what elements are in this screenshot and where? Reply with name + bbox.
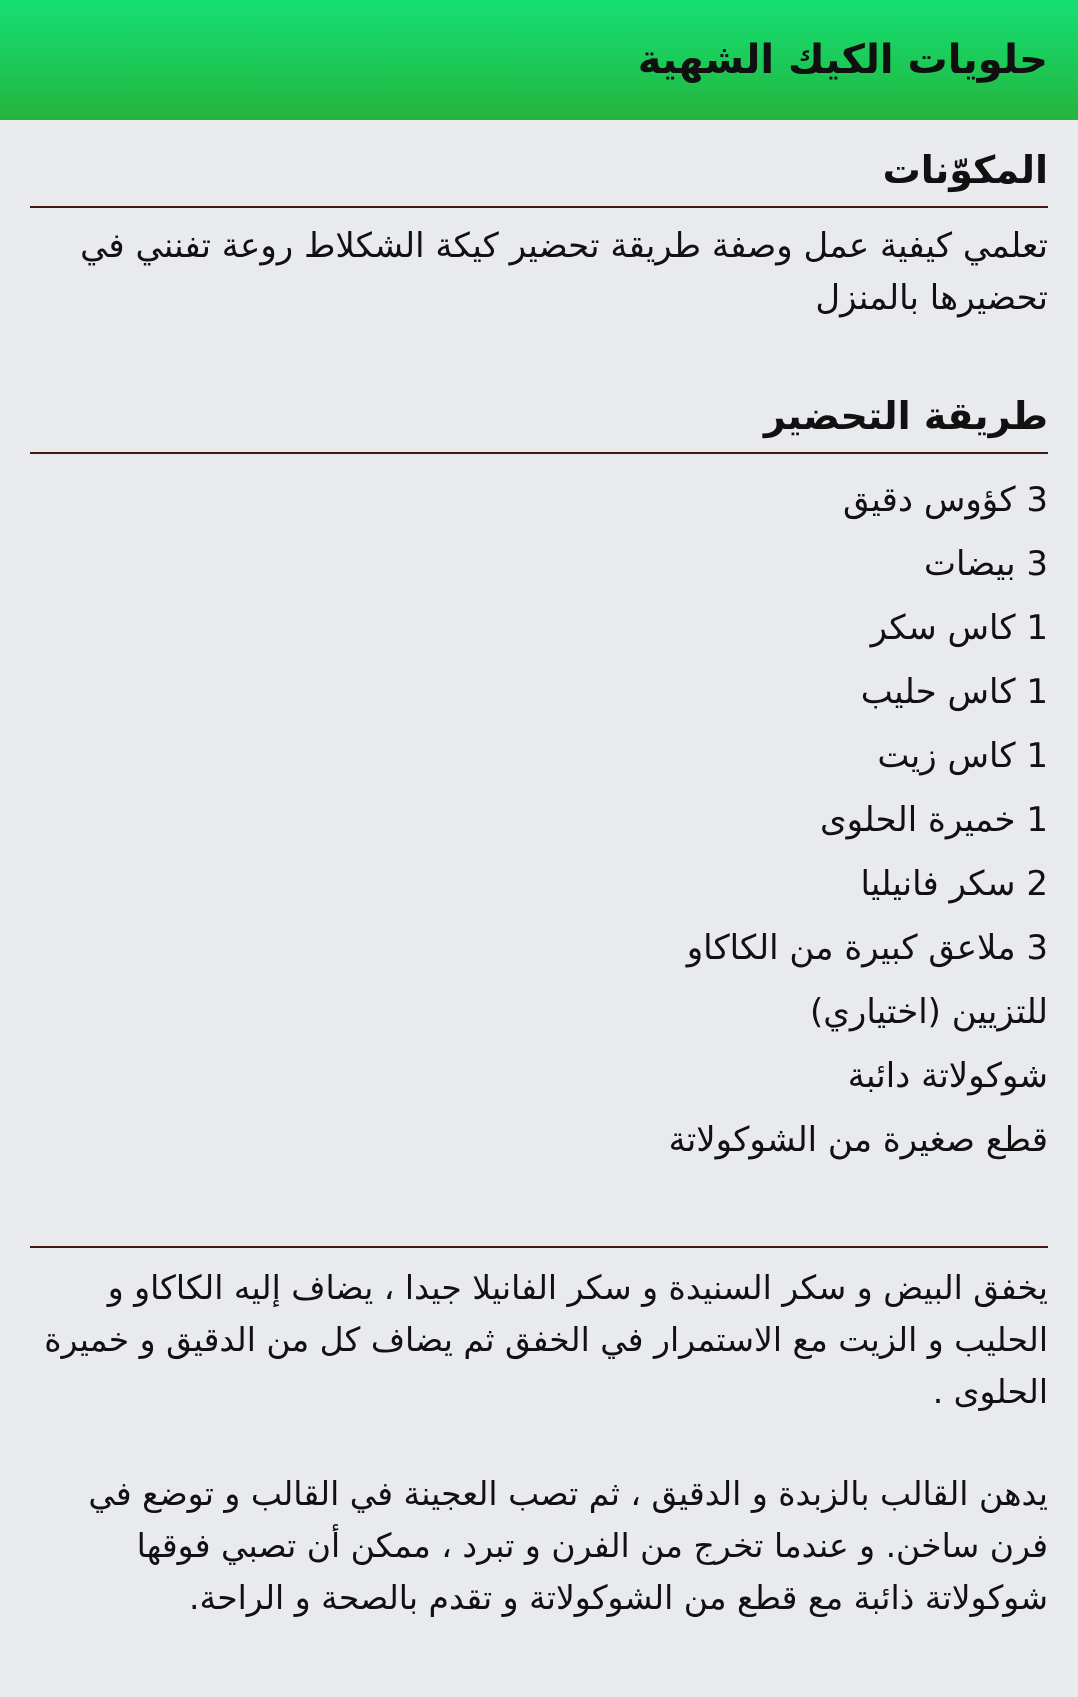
- recipe-content[interactable]: [0, 120, 1078, 1624]
- list-item: 3 بيضات: [923, 544, 1048, 584]
- list-item: 3 كؤوس دقيق: [843, 480, 1048, 520]
- list-item: قطع صغيرة من الشوكولاتة: [668, 1120, 1048, 1160]
- list-item: 1 كاس سكر: [870, 608, 1048, 648]
- app-header: [0, 0, 1078, 120]
- step-paragraph: يدهن القالب بالزبدة و الدقيق ، ثم تصب العجينة في القالب و توضع في فرن ساخن. و عندما تخرج من الفرن و تبرد ، ممكن أن تصبي فوقها شوكولاتة ذائبة مع قطع من الشوكولاتة و تقدم بالصحة و الراحة.: [88, 1474, 1048, 1617]
- ingredient-list: [30, 454, 1048, 1246]
- list-item: 1 كاس حليب: [860, 672, 1048, 712]
- recipe-description: تعلمي كيفية عمل وصفة طريقة تحضير كيكة الشكلاط روعة تفنني في تحضيرها بالمنزل: [80, 226, 1048, 318]
- list-item: 3 ملاعق كبيرة من الكاكاو: [686, 928, 1048, 968]
- list-item: 1 كاس زيت: [877, 736, 1048, 776]
- list-item: 2 سكر فانيليا: [860, 864, 1048, 904]
- preparation-steps: [30, 1248, 1048, 1624]
- list-item: 1 خميرة الحلوى: [820, 800, 1048, 840]
- step-paragraph: يخفق البيض و سكر السنيدة و سكر الفانيلا جيدا ، يضاف إليه الكاكاو و الحليب و الزيت مع الاستمرار في الخفق ثم يضاف كل من الدقيق و خميرة الحلوى .: [44, 1268, 1048, 1411]
- list-item: للتزيين (اختياري): [810, 992, 1048, 1032]
- ingredients-heading: المكوّنات: [882, 148, 1048, 192]
- list-item: شوكولاتة دائبة: [847, 1056, 1048, 1096]
- preparation-heading: طريقة التحضير: [763, 394, 1048, 438]
- page-title: حلويات الكيك الشهية: [637, 37, 1048, 83]
